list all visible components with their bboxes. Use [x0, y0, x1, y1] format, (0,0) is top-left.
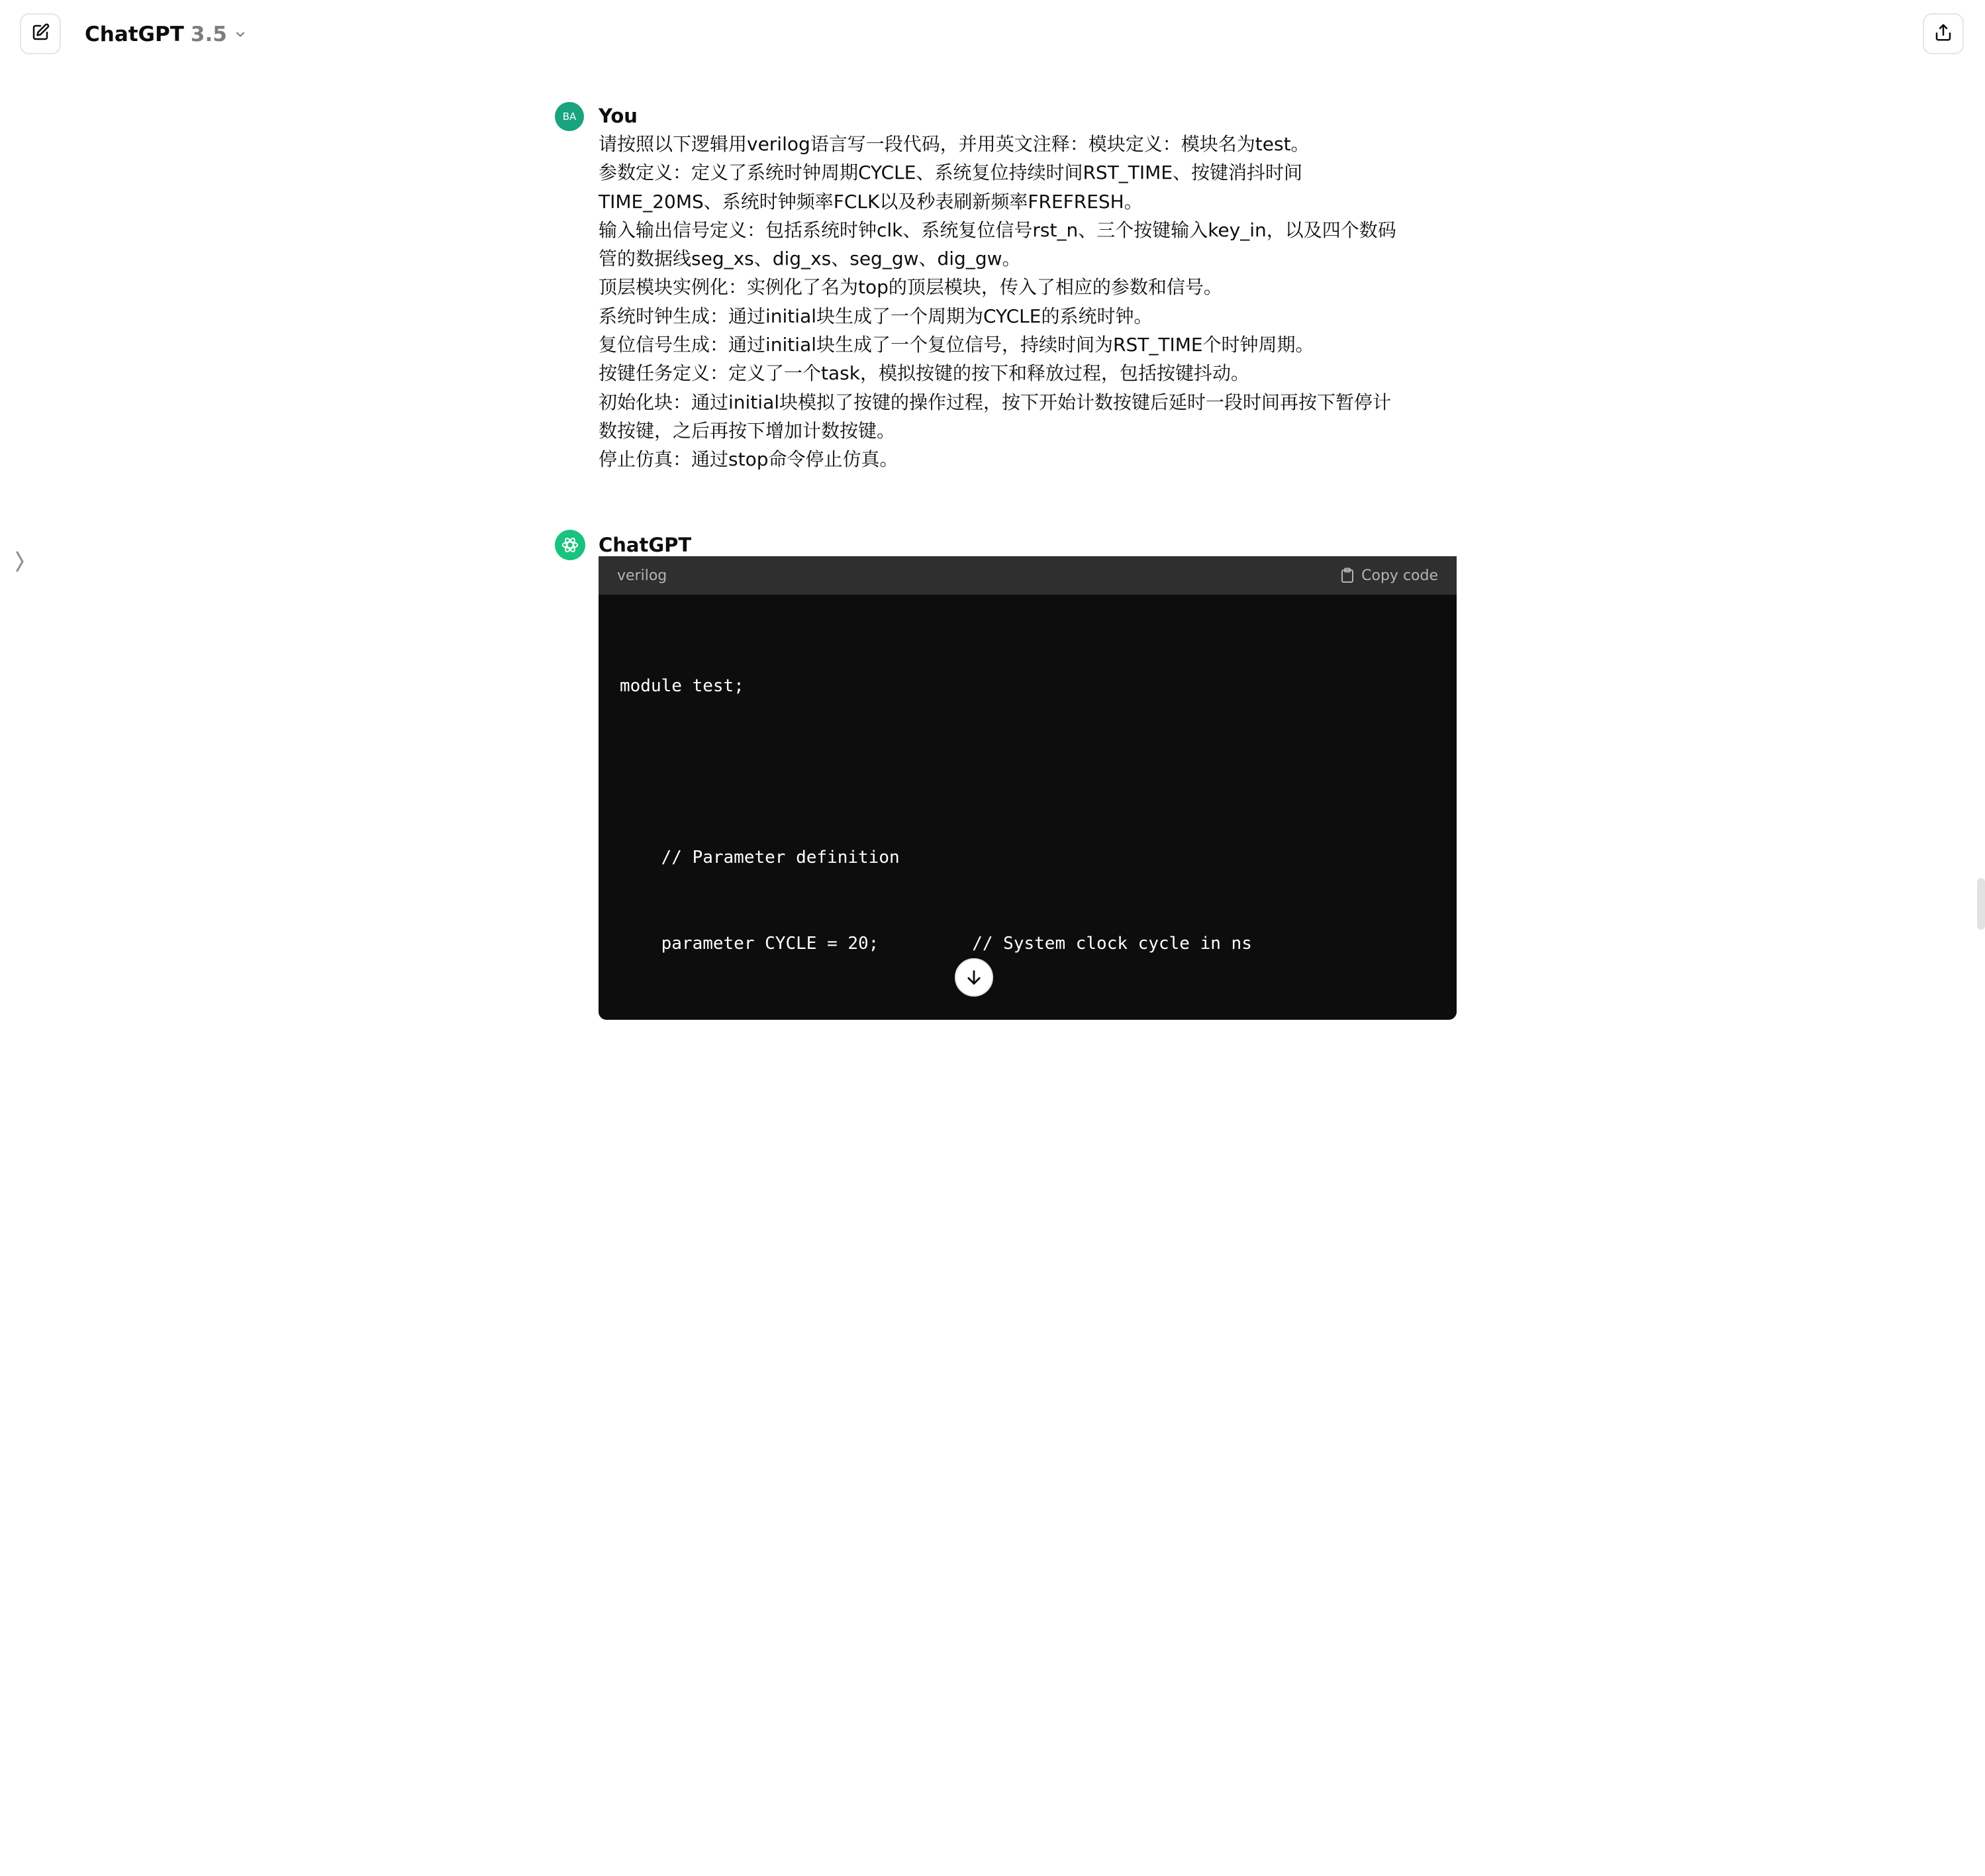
code-line — [620, 758, 1435, 786]
code-line: wire [6:0] seg_xs, seg_gw; // Output for segment display (x.xxx and xx.xx) — [620, 1794, 1470, 1814]
chevron-down-icon — [234, 28, 247, 41]
code-line: // Signal definition — [620, 1450, 869, 1470]
message-line: 顶层模块实例化：实例化了名为top的顶层模块，传入了相应的参数和信号。 — [599, 276, 1222, 299]
code-line: reg [2:0] key_in; // Input from keys — [620, 1708, 1169, 1728]
code-line: // Parameter definition — [620, 848, 900, 868]
code-block-header — [599, 556, 1457, 595]
user-author-label: You — [599, 105, 638, 127]
chatgpt-avatar — [555, 530, 585, 560]
user-message-body — [599, 130, 1446, 474]
user-message — [555, 102, 1457, 473]
code-line: parameter RST_TIME = 1000; // Reset duration in cycles — [620, 1020, 1263, 1040]
message-line: 复位信号生成：通过initial块生成了一个复位信号，持续时间为RST_TIME个时钟周期。 — [599, 334, 1314, 356]
message-line: 数按键，之后再按下增加计数按键。 — [599, 419, 896, 442]
sidebar-toggle-button[interactable] — [12, 547, 28, 576]
message-line: 管的数据线seg_xs、dig_xs、seg_gw、dig_gw。 — [599, 248, 1021, 270]
message-line: 请按照以下逻辑用verilog语言写一段代码，并用英文注释：模块定义：模块名为test。 — [599, 133, 1310, 155]
code-content — [599, 595, 1470, 1876]
page-scrollbar-thumb[interactable] — [1977, 878, 1985, 930]
code-language-label: verilog — [617, 567, 667, 584]
message-line: TIME_20MS、系统时钟频率FCLK以及秒表刷新频率FREFRESH。 — [599, 190, 1143, 213]
assistant-message — [555, 530, 1470, 1814]
code-line: module test; — [620, 675, 744, 696]
user-avatar: BA — [555, 102, 584, 131]
code-line — [620, 1360, 1435, 1389]
model-selector[interactable] — [85, 19, 247, 50]
message-line: 初始化块：通过initial块模拟了按键的操作过程，按下开始计数按键后延时一段时间再按下暂停计 — [599, 391, 1392, 413]
message-line: 输入输出信号定义：包括系统时钟clk、系统复位信号rst_n、三个按键输入key_in，以及四个数码 — [599, 219, 1396, 241]
openai-logo-icon — [560, 535, 580, 555]
code-line: parameter FCLK = 50000000; // System clock frequency in Hz — [620, 1191, 1304, 1212]
new-chat-edit-icon — [30, 23, 50, 45]
code-line: parameter CYCLE = 20; // System clock cycle in ns — [620, 934, 1252, 954]
chevron-right-icon — [15, 550, 24, 573]
copy-code-button[interactable] — [1340, 568, 1438, 584]
code-line: parameter TIME_20MS = 20; // Debounce time in ns — [620, 1106, 1211, 1126]
assistant-author-label: ChatGPT — [599, 534, 692, 556]
top-bar — [0, 0, 1985, 69]
share-button[interactable] — [1923, 13, 1964, 54]
message-line: 系统时钟生成：通过initial块生成了一个周期为CYCLE的系统时钟。 — [599, 305, 1153, 327]
message-line: 停止仿真：通过stop命令停止仿真。 — [599, 448, 898, 471]
arrow-down-icon — [965, 968, 983, 987]
code-line: reg rst_n; // Reset signal — [620, 1622, 1138, 1642]
model-version: 3.5 — [190, 23, 227, 46]
clipboard-icon — [1340, 568, 1355, 583]
new-chat-button[interactable] — [20, 13, 61, 54]
code-block — [599, 556, 1470, 1814]
model-name: ChatGPT — [85, 23, 184, 46]
message-line: 参数定义：定义了系统时钟周期CYCLE、系统复位持续时间RST_TIME、按键消抖时间 — [599, 162, 1303, 184]
message-line: 按键任务定义：定义了一个task，模拟按键的按下和释放过程，包括按键抖动。 — [599, 362, 1249, 385]
copy-code-label: Copy code — [1361, 567, 1438, 584]
code-line: reg clk; // System clock — [620, 1536, 1138, 1556]
code-line: parameter FREFRESH = 1000; // Stopwatch refresh frequency in Hz — [620, 1277, 1356, 1298]
scroll-to-bottom-button[interactable] — [955, 958, 993, 997]
share-upload-icon — [1933, 23, 1953, 45]
